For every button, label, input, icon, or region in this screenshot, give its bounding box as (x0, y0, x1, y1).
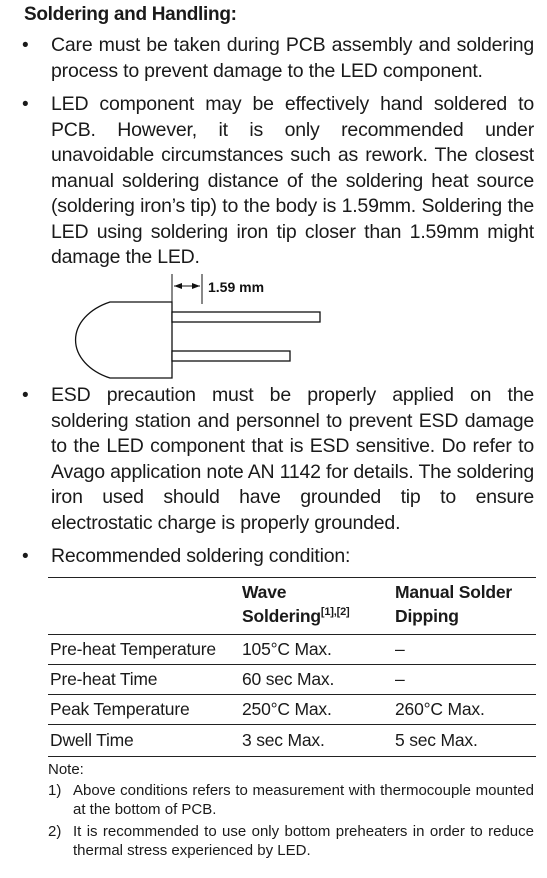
led-soldering-distance-diagram (48, 272, 348, 382)
table-cell-parameter: Peak Temperature (50, 699, 190, 719)
bullet-icon: • (22, 546, 29, 567)
bullet-item-recommended (22, 544, 534, 570)
table-cell-wave: 250°C Max. (242, 699, 332, 719)
led-body (76, 302, 172, 378)
table-cell-manual: – (395, 669, 405, 689)
header-wave-soldering (242, 578, 395, 635)
dimension-label: 1.59 mm (208, 279, 265, 295)
bullet-icon: • (22, 94, 29, 115)
section-title: Soldering and Handling: (24, 4, 237, 25)
led-lead-short (172, 351, 290, 361)
bullet-item-hand-soldering (22, 92, 534, 271)
bullet-text: Care must be taken during PCB assembly and soldering process to prevent damage to the LED component. (51, 34, 534, 82)
table-cell-manual: 5 sec Max. (395, 730, 478, 750)
table-row (48, 665, 536, 695)
bullet-icon: • (22, 385, 29, 406)
table-cell-manual: – (395, 639, 405, 659)
bullet-text: Recommended soldering condition: (51, 545, 351, 567)
bullet-icon: • (22, 35, 29, 56)
header-wave-line1: Wave (242, 582, 287, 602)
header-manual-solder-dipping (395, 578, 536, 635)
table-cell-parameter: Pre-heat Temperature (50, 639, 216, 659)
soldering-condition-table (48, 577, 536, 757)
table-row (48, 695, 536, 725)
table-row (48, 725, 536, 757)
note-item (48, 822, 534, 860)
note-number: 2) (48, 823, 62, 840)
header-manual-line1: Manual Solder (395, 582, 513, 602)
table-cell-manual: 260°C Max. (395, 699, 485, 719)
table-cell-wave: 60 sec Max. (242, 669, 335, 689)
header-empty-cell (48, 578, 242, 635)
table-cell-parameter: Dwell Time (50, 730, 134, 750)
led-lead-long (172, 312, 320, 322)
bullet-text: ESD precaution must be properly applied on the soldering station and personnel to prevent ESD damage to the LED component that is ESD sensitive. Do refer to Avago application note AN 1142 for details. The soldering iron used should have grounded tip to ensure electrostatic charge is properly grounded. (51, 384, 534, 534)
header-wave-refs: [1],[2] (320, 606, 350, 619)
bullet-item-esd (22, 383, 534, 536)
bullet-text: LED component may be effectively hand soldered to PCB. However, it is only recommended under unavoidable circumstances such as rework. The closest manual soldering distance of the soldering heat source (soldering iron’s tip) to the body is 1.59mm. Soldering the LED using soldering iron tip closer than 1.59mm might damage the LED. (51, 93, 534, 268)
note-text: It is recommended to use only bottom preheaters in order to reduce thermal stress experienced by LED. (73, 823, 534, 859)
table-cell-parameter: Pre-heat Time (50, 669, 158, 689)
table-header-row (48, 578, 536, 635)
table-cell-wave: 3 sec Max. (242, 730, 325, 750)
table-row (48, 635, 536, 665)
header-wave-line2: Soldering (242, 606, 321, 626)
bullet-item-pcb-care (22, 33, 534, 84)
notes-label: Note: (48, 761, 84, 778)
header-manual-line2: Dipping (395, 606, 459, 626)
table-cell-wave: 105°C Max. (242, 639, 332, 659)
dimension-arrow (172, 274, 202, 304)
note-text: Above conditions refers to measurement with thermocouple mounted at the bottom of PCB. (73, 782, 534, 818)
note-item (48, 781, 534, 819)
note-number: 1) (48, 782, 62, 799)
